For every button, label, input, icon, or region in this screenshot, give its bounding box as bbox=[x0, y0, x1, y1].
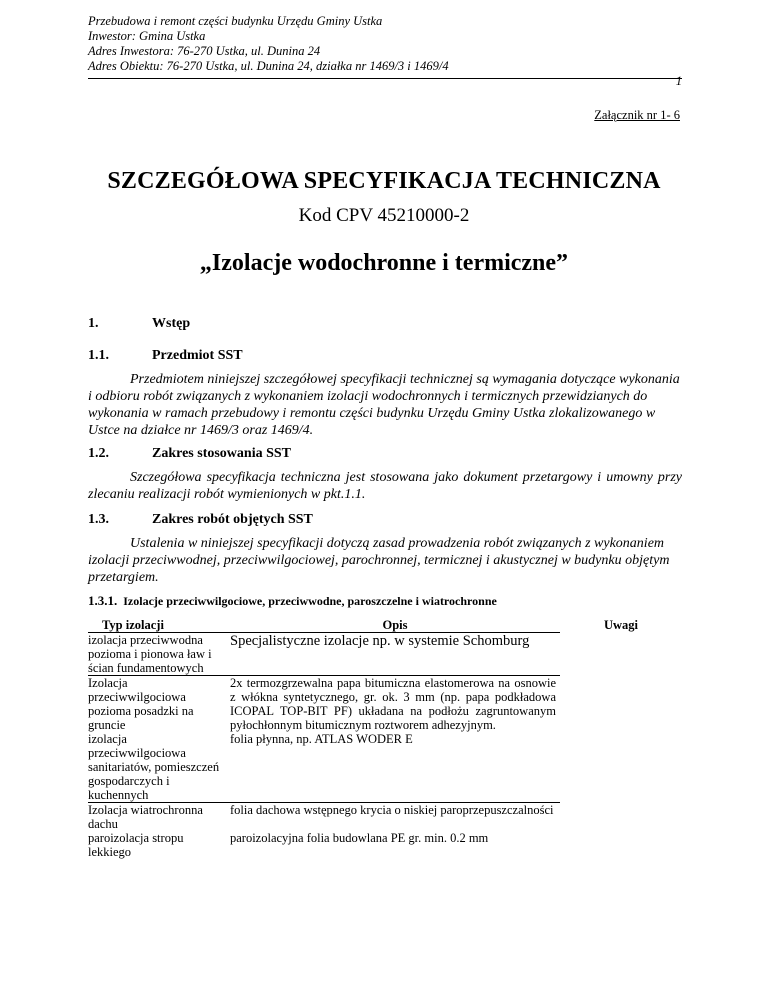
table-row bbox=[88, 633, 682, 676]
document-subtitle: „Izolacje wodochronne i termiczne” bbox=[199, 250, 569, 276]
header-line-4: Adres Obiektu: 76-270 Ustka, ul. Dunina 24, działka nr 1469/3 i 1469/4 bbox=[88, 59, 449, 73]
section-number: 1.1. bbox=[88, 348, 109, 363]
paragraph-text: Szczegółowa specyfikacja techniczna jest stosowana jako dokument przetargowy i umowny przy zlecaniu realizacji robót wymienionych w pkt.1.1. bbox=[88, 470, 682, 502]
cell-uwagi bbox=[560, 803, 682, 832]
cell-typ: izolacja przeciwwilgociowa sanitariatów, pomieszczeń gospodarczych i kuchennych bbox=[88, 732, 230, 803]
column-header-typ: Typ izolacji bbox=[88, 618, 230, 633]
cell-uwagi bbox=[560, 676, 682, 733]
cell-uwagi bbox=[560, 633, 682, 676]
paragraph-rest: z wykonaniem izolacji przeciwwodnej, przeciwwilgociowej, parochronnej, termicznej i akustycznej w budynku objętym przetargiem. bbox=[88, 536, 670, 585]
section-1-1-text bbox=[88, 371, 682, 439]
document-title: SZCZEGÓŁOWA SPECYFIKACJA TECHNICZNA bbox=[107, 168, 661, 194]
section-number: 1.3. bbox=[88, 512, 109, 527]
section-number: 1.2. bbox=[88, 446, 109, 461]
cell-typ: Izolacja wiatrochronna dachu bbox=[88, 803, 203, 831]
table-row bbox=[88, 732, 682, 803]
cell-uwagi bbox=[560, 831, 682, 859]
header-line-3: Adres Inwestora: 76-270 Ustka, ul. Dunina 24 bbox=[88, 44, 321, 58]
section-number: 1. bbox=[88, 316, 99, 331]
section-1-3-text bbox=[88, 535, 682, 586]
cell-opis: Specjalistyczne izolacje np. w systemie Schomburg bbox=[230, 633, 560, 676]
cell-opis: folia płynna, np. ATLAS WODER E bbox=[230, 732, 560, 803]
column-header-uwagi: Uwagi bbox=[603, 618, 639, 633]
cell-opis: paroizolacyjna folia budowlana PE gr. min. 0.2 mm bbox=[230, 831, 489, 845]
cell-uwagi bbox=[560, 732, 682, 803]
page-number: 1 bbox=[675, 74, 682, 88]
attachment-label: Załącznik nr 1- 6 bbox=[594, 108, 680, 122]
section-number: 1.3.1. bbox=[88, 593, 118, 608]
cpv-code: Kod CPV 45210000-2 bbox=[298, 205, 470, 226]
section-label: Zakres robót objętych SST bbox=[152, 512, 313, 527]
cell-opis: folia dachowa wstępnego krycia o niskiej paroprzepuszczalności bbox=[230, 803, 554, 817]
cell-typ: paroizolacja stropu lekkiego bbox=[88, 831, 184, 859]
column-header-opis: Opis bbox=[230, 618, 560, 633]
section-label: Izolacje przeciwwilgociowe, przeciwwodne, paroszczelne i wiatrochronne bbox=[123, 594, 497, 608]
insulation-table bbox=[88, 618, 682, 859]
paragraph-rest: wykonania i odbioru robót związanych z wykonaniem izolacji wodochronnych i termicznych przewidzianych do wykonania w ramach przebudowy i remontu części budynku Urzędu Gminy Ustka zlokalizowanego w Ustce na działce nr 1469/3 oraz 1469/4. bbox=[88, 372, 680, 438]
page-header bbox=[88, 14, 682, 88]
cell-opis: 2x termozgrzewalna papa bitumiczna elastomerowa na osnowie z włókna syntetycznego, gr. ok. 3 mm (np. papa podkładowa ICOPAL TOP-BIT PF) układana na podłożu zagruntowanym pyłochłonnym bitumicznym roztworem adhezyjnym. bbox=[230, 676, 556, 732]
cell-typ: izolacja przeciwwodna pozioma i pionowa ław i ścian fundamentowych bbox=[88, 633, 230, 676]
section-heading-1-3-1 bbox=[88, 593, 497, 609]
paragraph-first-line: Ustalenia w niniejszej specyfikacji dotyczą zasad prowadzenia robót związanych bbox=[130, 536, 582, 551]
header-line-2: Inwestor: Gmina Ustka bbox=[88, 29, 206, 43]
section-label: Przedmiot SST bbox=[152, 348, 243, 363]
header-line-1: Przebudowa i remont części budynku Urzędu Gminy Ustka bbox=[88, 14, 383, 28]
header-divider bbox=[88, 78, 682, 79]
paragraph-first-line: Przedmiotem niniejszej szczegółowej specyfikacji technicznej są wymagania dotyczące bbox=[130, 372, 616, 387]
table-row bbox=[88, 803, 682, 832]
section-label: Wstęp bbox=[152, 316, 191, 331]
section-label: Zakres stosowania SST bbox=[152, 446, 292, 461]
section-1-2-text bbox=[88, 469, 682, 503]
table-row bbox=[88, 676, 682, 733]
cell-typ: Izolacja przeciwwilgociowa pozioma posadzki na gruncie bbox=[88, 676, 194, 732]
table-header-row bbox=[88, 618, 682, 633]
table-row bbox=[88, 831, 682, 859]
